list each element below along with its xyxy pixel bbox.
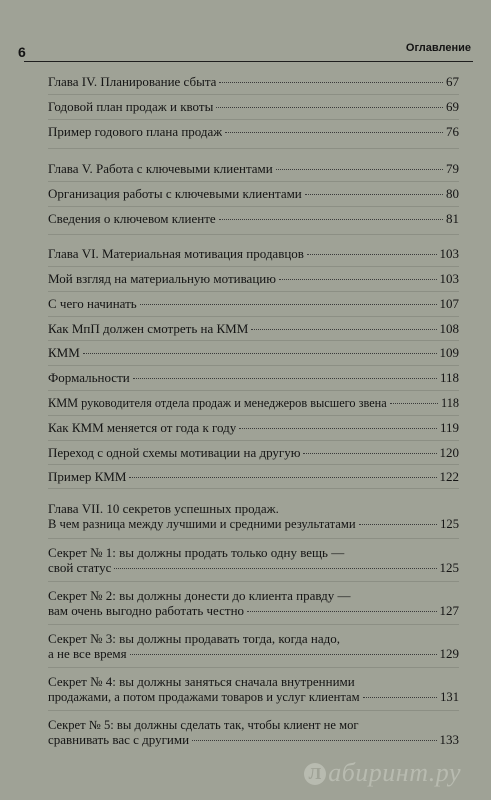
leader-dots xyxy=(225,132,443,133)
leader-dots xyxy=(247,611,436,612)
toc-entry xyxy=(48,732,459,748)
header-rule xyxy=(24,61,473,62)
toc-entry xyxy=(48,271,459,287)
toc-entry-page: 118 xyxy=(439,370,459,385)
toc-chapter-5 xyxy=(48,161,459,177)
toc-chapter-7 xyxy=(48,516,459,532)
entry-separator xyxy=(48,181,459,182)
toc-entry xyxy=(48,560,459,576)
chapter-separator xyxy=(48,488,459,489)
toc-entry-line1: Секрет № 1: вы должны продать только одну вещь — xyxy=(48,545,345,560)
leader-dots xyxy=(303,453,436,454)
leader-dots xyxy=(140,304,437,305)
toc-entry-title: а не все время xyxy=(48,646,127,661)
toc-entry-title: Переход с одной схемы мотивации на другую xyxy=(48,445,301,460)
leader-dots xyxy=(219,82,443,83)
toc-entry xyxy=(48,420,459,436)
entry-separator xyxy=(48,316,459,317)
entry-separator xyxy=(48,710,459,711)
entry-separator xyxy=(48,390,459,391)
entry-separator xyxy=(48,365,459,366)
toc-entry-title: Организация работы с ключевыми клиентами xyxy=(48,186,302,201)
toc-chapter-6 xyxy=(48,246,459,262)
toc-entry-page: 79 xyxy=(446,161,459,176)
leader-dots xyxy=(216,107,443,108)
toc-entry xyxy=(48,689,459,705)
toc-entry-page: 107 xyxy=(439,296,459,311)
entry-separator xyxy=(48,624,459,625)
toc-entry-page: 76 xyxy=(446,124,459,139)
labirint-logo-icon: Л xyxy=(304,763,326,785)
toc-entry-title: Как КММ меняется от года к году xyxy=(48,420,237,435)
toc-entry-title: В чем разница между лучшими и средними результатами xyxy=(48,517,356,531)
toc-entry xyxy=(48,296,459,312)
leader-dots xyxy=(239,428,437,429)
toc-entry-title: Глава IV. Планирование сбыта xyxy=(48,74,217,89)
toc-entry-page: 69 xyxy=(446,99,459,114)
leader-dots xyxy=(279,279,437,280)
toc-entry xyxy=(48,469,459,485)
toc-entry-title: Как МпП должен смотреть на КММ xyxy=(48,321,249,336)
leader-dots xyxy=(129,477,436,478)
entry-separator xyxy=(48,291,459,292)
toc-entry xyxy=(48,211,459,227)
leader-dots xyxy=(307,254,437,255)
toc-entry-title: Глава VI. Материальная мотивация продавцов xyxy=(48,246,304,261)
entry-separator xyxy=(48,94,459,95)
entry-separator xyxy=(48,415,459,416)
toc-entry xyxy=(48,124,459,140)
running-title: Оглавление xyxy=(405,42,471,54)
chapter-separator xyxy=(48,148,459,149)
toc-entry-page: 120 xyxy=(439,445,459,460)
toc-entry-title: вам очень выгодно работать честно xyxy=(48,603,245,618)
leader-dots xyxy=(305,194,443,195)
entry-separator xyxy=(48,119,459,120)
entry-separator xyxy=(48,206,459,207)
toc-entry-page: 109 xyxy=(439,345,459,360)
toc-entry-title: С чего начинать xyxy=(48,296,137,311)
toc-entry-page: 108 xyxy=(439,321,459,336)
toc-entry xyxy=(48,395,459,411)
leader-dots xyxy=(251,329,436,330)
toc-entry-title: КММ xyxy=(48,345,80,360)
toc-entry-title: Годовой план продаж и квоты xyxy=(48,99,214,114)
toc-entry-page: 133 xyxy=(439,732,459,747)
toc-entry-page: 80 xyxy=(446,186,459,201)
toc-entry-title: продажами, а потом продажами товаров и услуг клиентам xyxy=(48,690,360,704)
toc-entry-title: Пример КММ xyxy=(48,469,127,484)
entry-separator xyxy=(48,440,459,441)
labirint-watermark xyxy=(304,758,461,788)
toc-entry-page: 127 xyxy=(439,603,459,618)
toc-entry-page: 118 xyxy=(441,396,459,410)
toc-entry-title: Глава V. Работа с ключевыми клиентами xyxy=(48,161,273,176)
toc-entry xyxy=(48,370,459,386)
toc-entry-title: Пример годового плана продаж xyxy=(48,124,223,139)
entry-separator xyxy=(48,464,459,465)
leader-dots xyxy=(83,353,437,354)
leader-dots xyxy=(114,568,436,569)
leader-dots xyxy=(133,378,437,379)
entry-separator xyxy=(48,538,459,539)
toc-chapter-7-line1: Глава VII. 10 секретов успешных продаж. xyxy=(48,501,279,516)
toc-entry xyxy=(48,321,459,337)
toc-entry-page: 103 xyxy=(439,271,459,286)
toc-entry-line1: Секрет № 3: вы должны продавать тогда, когда надо, xyxy=(48,631,340,646)
entry-separator xyxy=(48,340,459,341)
toc-entry-page: 122 xyxy=(439,469,459,484)
toc-entry xyxy=(48,99,459,115)
toc-entry-page: 125 xyxy=(440,517,459,531)
toc-entry-page: 103 xyxy=(439,246,459,261)
toc-entry-page: 125 xyxy=(439,560,459,575)
toc-entry-page: 119 xyxy=(439,420,459,435)
entry-separator xyxy=(48,266,459,267)
leader-dots xyxy=(192,740,436,741)
toc-entry xyxy=(48,603,459,619)
page-header xyxy=(0,38,491,60)
toc-entry-line1: Секрет № 5: вы должны сделать так, чтобы клиент не мог xyxy=(48,718,359,732)
chapter-separator xyxy=(48,234,459,235)
toc-entry-page: 81 xyxy=(446,211,459,226)
toc-entry-line1: Секрет № 4: вы должны заняться сначала внутренними xyxy=(48,674,355,689)
leader-dots xyxy=(390,403,438,404)
toc-chapter-4 xyxy=(48,74,459,90)
toc-entry-title: свой статус xyxy=(48,560,112,575)
toc-entry-title: сравнивать вас с другими xyxy=(48,732,190,747)
watermark-text: абиринт.ру xyxy=(328,758,461,787)
leader-dots xyxy=(359,524,438,525)
leader-dots xyxy=(276,169,443,170)
toc-entry-line1: Секрет № 2: вы должны донести до клиента правду — xyxy=(48,588,351,603)
toc-entry xyxy=(48,345,459,361)
toc-entry xyxy=(48,445,459,461)
entry-separator xyxy=(48,581,459,582)
entry-separator xyxy=(48,667,459,668)
toc-entry-title: Мой взгляд на материальную мотивацию xyxy=(48,271,276,286)
toc-entry-page: 131 xyxy=(440,690,459,704)
toc-entry-page: 129 xyxy=(439,646,459,661)
toc-entry-title: Формальности xyxy=(48,370,130,385)
toc-entry-page: 67 xyxy=(446,74,459,89)
toc-entry xyxy=(48,646,459,662)
page-number: 6 xyxy=(18,44,26,60)
toc-entry-title: КММ руководителя отдела продаж и менеджеров высшего звена xyxy=(48,396,387,410)
toc-entry xyxy=(48,186,459,202)
leader-dots xyxy=(363,697,438,698)
leader-dots xyxy=(219,219,443,220)
leader-dots xyxy=(130,654,437,655)
toc-entry-title: Сведения о ключевом клиенте xyxy=(48,211,216,226)
